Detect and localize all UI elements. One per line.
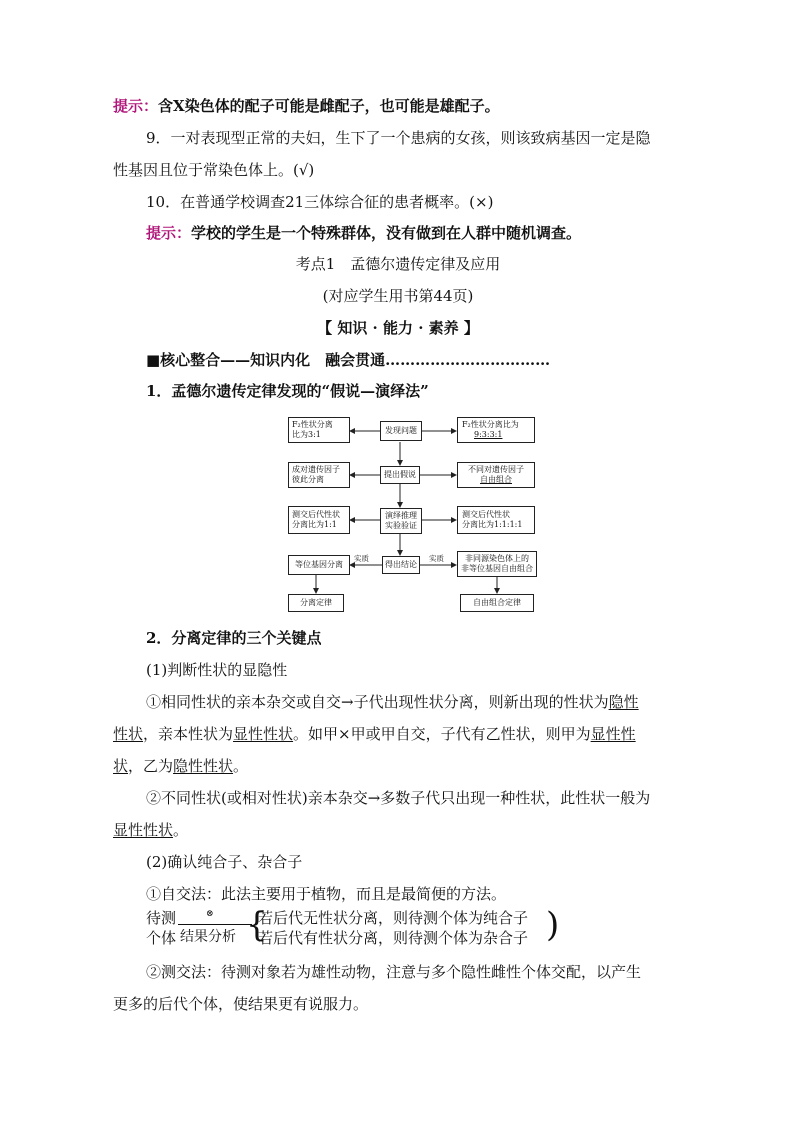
result-analysis-label: 结果分析 <box>180 929 236 945</box>
step-deduce-verify <box>380 508 422 534</box>
section-banner: 【 知识 · 能力 · 素养 】 <box>317 319 479 337</box>
case-segregation: 若后代有性状分离，则待测个体为杂合子 <box>258 929 529 947</box>
hint-1 <box>113 96 683 116</box>
box-non-allelic-assortment <box>457 551 537 577</box>
test-individual-line-1: 待测 <box>146 909 177 927</box>
box-independent-assortment <box>457 462 535 488</box>
text-run: 。如甲×甲或甲自交，子代有乙性状，则甲为 <box>293 725 591 743</box>
step-discover-problem <box>380 421 422 441</box>
hint-2 <box>146 223 683 243</box>
box-label: F₂性状分离 <box>292 420 333 429</box>
paragraph-4-line-2: 更多的后代个体，使结果更有说服力。 <box>113 995 369 1013</box>
box-law-of-independent-assortment <box>460 594 534 612</box>
step-propose-hypothesis <box>380 466 420 484</box>
box-label: 自由组合定律 <box>473 598 521 607</box>
box-label: 成对遗传因子 <box>292 465 340 474</box>
right-brace: ) <box>546 905 560 945</box>
box-testcross-1-1 <box>288 506 350 534</box>
sub-1-title: (1)判断性状的显隐性 <box>146 661 288 679</box>
paragraph-4-line-1: ②测交法：待测对象若为雄性动物，注意与多个隐性雌性个体交配，以产生 <box>146 963 642 981</box>
box-allele-separation <box>288 555 350 575</box>
left-brace: { <box>246 905 268 945</box>
box-law-of-segregation <box>288 594 344 612</box>
question-9-line-2: 性基因且位于常染色体上。(√) <box>113 161 315 179</box>
section-title: 考点1 孟德尔遗传定律及应用 <box>295 255 501 273</box>
box-testcross-1111 <box>457 506 535 534</box>
step-label: 提出假说 <box>384 470 416 479</box>
answer-underlined: 隐性 <box>608 693 639 711</box>
answer-underlined: 隐性性状 <box>173 757 234 775</box>
box-label: 非等位基因自由组合 <box>461 564 533 573</box>
box-label: 自由组合 <box>480 475 512 484</box>
box-label: 非同源染色体上的 <box>465 554 529 563</box>
question-10: 10．在普通学校调查21三体综合征的患者概率。(×) <box>146 193 494 211</box>
box-label: 彼此分离 <box>292 475 324 484</box>
text-run: 。 <box>233 757 249 775</box>
paragraph-1-line-1 <box>146 692 683 712</box>
hint-label: 提示： <box>146 224 192 242</box>
step-label: 发现问题 <box>385 426 417 435</box>
text-run: ，乙为 <box>128 757 174 775</box>
point-2-title: 2．分离定律的三个关键点 <box>146 629 322 647</box>
box-label: 等位基因分离 <box>295 560 343 569</box>
box-label: 不同对遗传因子 <box>468 465 524 474</box>
answer-underlined: 状 <box>113 757 129 775</box>
box-f2-ratio-9331 <box>457 417 535 443</box>
paragraph-3: ①自交法：此法主要用于植物，而且是最简便的方法。 <box>146 885 507 903</box>
essence-label-left: 实质 <box>354 554 369 563</box>
case-no-segregation: 若后代无性状分离，则待测个体为纯合子 <box>258 909 529 927</box>
section-reference: (对应学生用书第44页) <box>322 287 474 305</box>
arrow-line <box>178 924 252 925</box>
box-paired-factors-separate <box>288 462 350 488</box>
paragraph-2-line-2 <box>113 820 683 840</box>
step-draw-conclusion <box>382 556 420 574</box>
hint-label: 提示： <box>113 97 159 115</box>
text-run: ，亲本性状为 <box>143 725 234 743</box>
step-label: 实验验证 <box>385 521 417 530</box>
step-label: 得出结论 <box>385 560 417 569</box>
text-run: 。 <box>173 821 189 839</box>
box-label: 分离定律 <box>300 598 332 607</box>
box-label: 分离比为1:1 <box>292 520 337 529</box>
hint-text: 含X染色体的配子可能是雌配子，也可能是雄配子。 <box>158 97 500 115</box>
answer-underlined: 显性性状 <box>233 725 294 743</box>
paragraph-2-line-1: ②不同性状(或相对性状)亲本杂交→多数子代只出现一种性状，此性状一般为 <box>146 789 651 807</box>
box-label: 测交后代性状 <box>292 510 340 519</box>
paragraph-1-line-3 <box>113 756 683 776</box>
essence-label-right: 实质 <box>429 554 444 563</box>
selfing-test-expression <box>146 906 566 950</box>
step-label: 演绎推理 <box>385 511 417 520</box>
answer-underlined: 性状 <box>113 725 144 743</box>
box-f2-ratio-3-1 <box>288 417 350 443</box>
core-integration-heading: ■核心整合——知识内化 融会贯通…………………………… <box>146 351 551 369</box>
answer-underlined: 显性性 <box>590 725 636 743</box>
test-individual-line-2: 个体 <box>146 929 177 947</box>
sub-2-title: (2)确认纯合子、杂合子 <box>146 853 303 871</box>
answer-underlined: 显性性状 <box>113 821 174 839</box>
hypothesis-deduction-flowchart <box>284 410 540 616</box>
point-1-title: 1．孟德尔遗传定律发现的“假说—演绎法” <box>146 382 429 400</box>
hint-text: 学校的学生是一个特殊群体，没有做到在人群中随机调查。 <box>191 224 582 242</box>
box-label: 测交后代性状 <box>462 510 510 519</box>
box-label: 分离比为1:1:1:1 <box>462 520 523 529</box>
box-label: 9:3:3:1 <box>474 430 503 439</box>
text-run: ①相同性状的亲本杂交或自交→子代出现性状分离，则新出现的性状为 <box>146 693 609 711</box>
selfing-symbol: ⊗ <box>206 909 214 919</box>
box-label: F₂性状分离比为 <box>462 420 519 429</box>
paragraph-1-line-2 <box>113 724 683 744</box>
question-9-line-1: 9．一对表现型正常的夫妇，生下了一个患病的女孩，则该致病基因一定是隐 <box>146 129 651 147</box>
box-label: 比为3:1 <box>292 430 321 439</box>
